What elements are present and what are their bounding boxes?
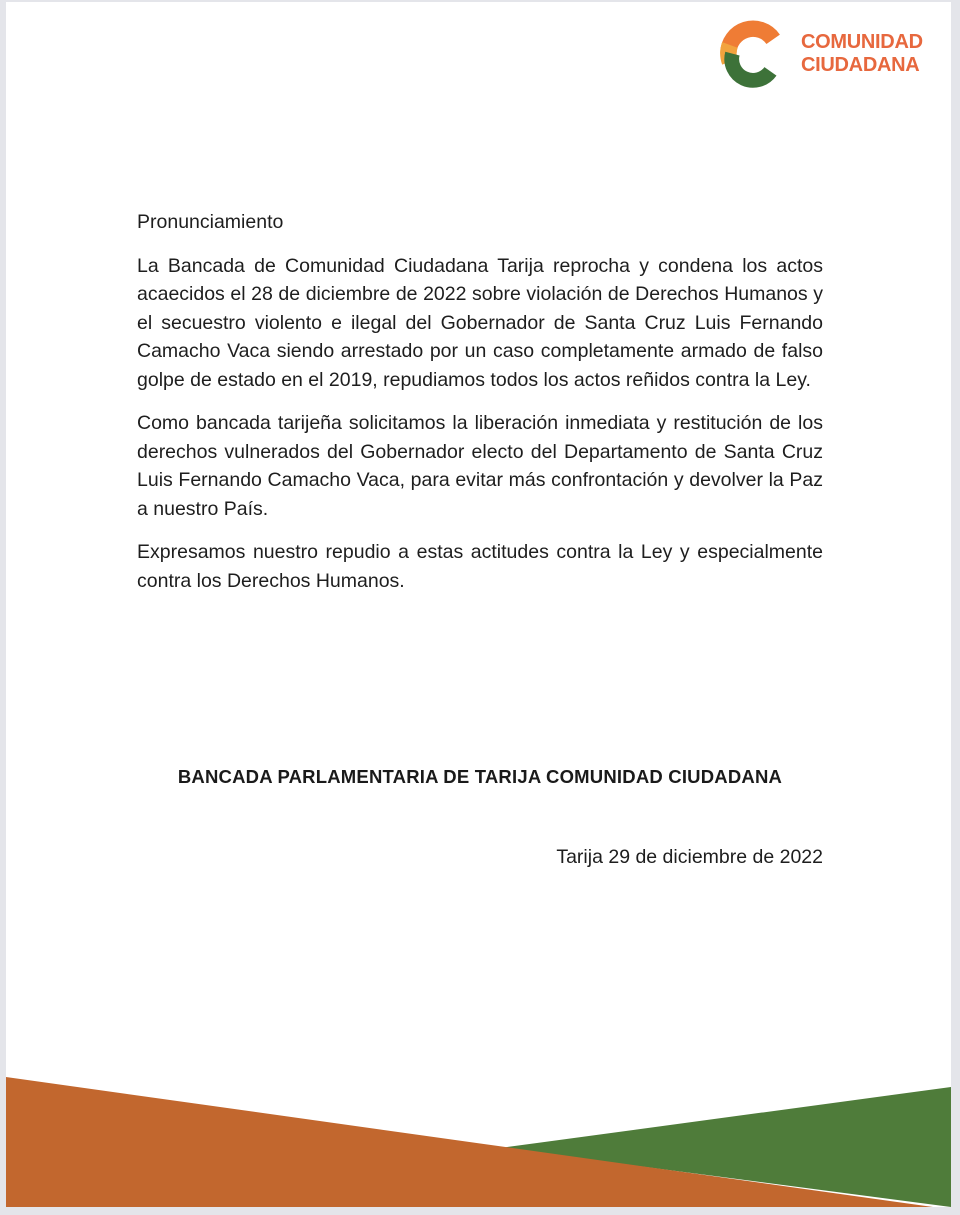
letter-paragraph-3: Expresamos nuestro repudio a estas actitudes contra la Ley y especialmente contra los Derechos Humanos. (137, 541, 823, 592)
closing-title: BANCADA PARLAMENTARIA DE TARIJA COMUNIDAD CIUDADANA (177, 766, 783, 787)
letter-body (137, 208, 823, 610)
document-page (6, 2, 951, 1207)
dateline: Tarija 29 de diciembre de 2022 (556, 846, 823, 868)
logo-wordmark-line2: CIUDADANA (801, 54, 920, 76)
letter-paragraph-1: La Bancada de Comunidad Ciudadana Tarija reprocha y condena los actos acaecidos el 28 de diciembre de 2022 sobre violación de Derechos Humanos y el secuestro violento e ilegal del Gobernador de Santa Cruz Luis Fernando Camacho Vaca siendo arrestado por un caso completamente armado de falso golpe de estado en el 2019, repudiamos todos los actos reñidos contra la Ley. (137, 254, 823, 391)
logo-c-green-arc (732, 54, 771, 81)
letter-salutation: Pronunciamiento (137, 211, 284, 233)
logo-wordmark (801, 31, 923, 77)
footer-decoration (6, 1075, 951, 1207)
letter-paragraph-2: Como bancada tarijeña solicitamos la liberación inmediata y restitución de los derechos vulnerados del Gobernador electo del Departamento de Santa Cruz Luis Fernando Camacho Vaca, para evitar más confrontación y devolver la Paz a nuestro País. (137, 412, 823, 520)
logo-c-icon (712, 10, 794, 100)
logo-wordmark-line1: COMUNIDAD (801, 31, 923, 53)
comunidad-ciudadana-logo (712, 10, 923, 100)
